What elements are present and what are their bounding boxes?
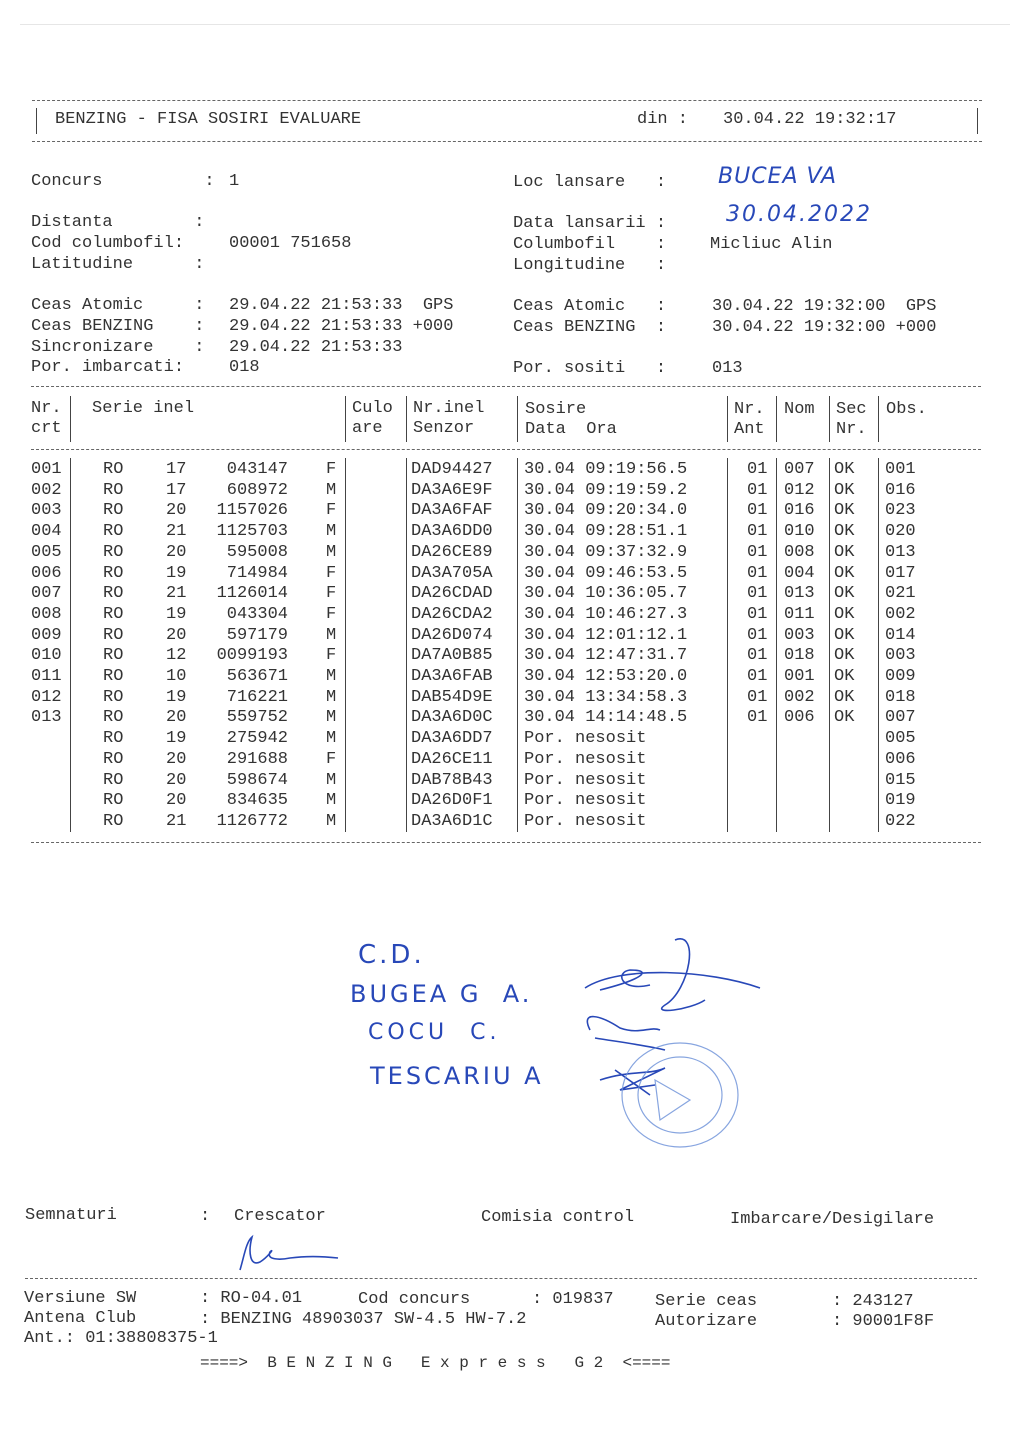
cell-inel: 608972 <box>226 480 288 500</box>
cell-nr: 008 <box>31 604 62 624</box>
imbarcare-label: Imbarcare/Desigilare <box>730 1210 935 1229</box>
report-date: 30.04.22 19:32:17 <box>723 110 897 129</box>
table-row <box>0 791 1024 811</box>
stamp-icon <box>622 1043 738 1147</box>
hdr-col-line <box>345 396 346 442</box>
cod-concurs-label: Cod concurs <box>358 1290 471 1309</box>
cell-an: 20 <box>166 501 187 521</box>
cell-sosire: 30.04 09:19:59.2 <box>524 480 688 500</box>
cell-senzor: DA7A0B85 <box>411 646 493 666</box>
cell-inel: 0099193 <box>216 646 288 666</box>
cell-nom: 013 <box>784 584 815 604</box>
cell-tara: RO <box>103 625 124 645</box>
cell-nom: 018 <box>784 646 815 666</box>
cell-senzor: DA26CDAD <box>411 584 493 604</box>
cell-inel: 598674 <box>226 770 288 790</box>
hdr-col-line <box>727 396 728 442</box>
por-imbarcati-value: 018 <box>229 358 260 377</box>
cell-tara: RO <box>103 770 124 790</box>
data-lansarii-handwritten: 30.04.2022 <box>726 202 872 227</box>
cell-sex: F <box>326 604 337 624</box>
cell-nom: 004 <box>784 563 815 583</box>
por-sositi-label: Por. sositi : <box>513 359 667 378</box>
concurs-label: Concurs : <box>31 172 215 191</box>
col-header-sosire: Sosire <box>525 400 587 419</box>
report-date-label: din : <box>637 110 689 129</box>
cell-inel: 1126772 <box>216 811 288 831</box>
cell-obs: 015 <box>885 770 916 790</box>
cell-nr: 011 <box>31 667 62 686</box>
cell-an: 12 <box>166 646 187 666</box>
ceas-atomic-left: 29.04.22 21:53:33 GPS <box>229 296 454 315</box>
latitudine-label: Latitudine : <box>31 255 205 274</box>
concurs-value: 1 <box>229 172 240 191</box>
cell-nom: 011 <box>784 604 815 624</box>
table-row <box>0 522 1024 542</box>
hdr-col-line <box>70 396 71 442</box>
cell-inel: 595008 <box>226 542 288 562</box>
semnaturi-colon: : <box>200 1207 211 1226</box>
col-header-obs: Obs. <box>886 400 927 419</box>
cell-nom: 012 <box>784 480 815 500</box>
cell-tara: RO <box>103 708 124 728</box>
cell-inel: 559752 <box>226 708 288 728</box>
cell-ant: 01 <box>747 708 768 728</box>
col-header-serie: Serie inel <box>92 399 195 418</box>
cell-tara: RO <box>103 522 124 542</box>
cell-obs: 006 <box>885 749 916 769</box>
cell-sosire: 30.04 09:20:34.0 <box>524 501 688 521</box>
cell-sec: OK <box>834 708 855 728</box>
cell-an: 19 <box>166 563 187 583</box>
cell-inel: 563671 <box>226 667 288 686</box>
cell-sex: M <box>326 625 337 645</box>
cell-nr: 010 <box>31 646 62 666</box>
cell-sex: F <box>326 501 337 521</box>
cell-obs: 005 <box>885 729 916 749</box>
cell-senzor: DA26D0F1 <box>411 791 493 811</box>
cell-obs: 016 <box>885 480 916 500</box>
por-sositi-value: 013 <box>712 359 743 378</box>
footer-divider <box>25 1278 977 1279</box>
cell-nr: 007 <box>31 584 62 604</box>
cell-sex: M <box>326 791 337 811</box>
ceas-benzing-right-label: Ceas BENZING : <box>513 318 667 337</box>
cell-ant: 01 <box>747 563 768 583</box>
col-header-culo: Culo <box>352 399 393 418</box>
cell-inel: 291688 <box>226 749 288 769</box>
table-header-divider <box>31 449 981 450</box>
cell-obs: 022 <box>885 811 916 831</box>
cell-tara: RO <box>103 791 124 811</box>
cell-sec: OK <box>834 501 855 521</box>
handwritten-bugea: BUGEA G A. <box>350 980 533 1008</box>
autorizare-value: : 90001F8F <box>832 1312 935 1331</box>
cell-sex: F <box>326 749 337 769</box>
cell-inel: 275942 <box>226 729 288 749</box>
cell-senzor: DAB54D9E <box>411 687 493 707</box>
table-top-border <box>31 386 981 387</box>
cell-sec: OK <box>834 687 855 707</box>
cell-sosire: 30.04 12:47:31.7 <box>524 646 688 666</box>
col-header-nrant: Nr. <box>734 400 765 419</box>
cell-sex: F <box>326 563 337 583</box>
cell-nr: 005 <box>31 542 62 562</box>
cell-senzor: DA26CE89 <box>411 542 493 562</box>
table-row <box>0 501 1024 521</box>
cell-senzor: DA26CDA2 <box>411 604 493 624</box>
cod-columbofil-value: 00001 751658 <box>229 234 352 253</box>
cell-an: 20 <box>166 791 187 811</box>
cell-sosire: 30.04 10:46:27.3 <box>524 604 688 624</box>
cell-senzor: DA3A6FAF <box>411 501 493 521</box>
cell-sex: M <box>326 522 337 542</box>
cell-nr: 013 <box>31 708 62 728</box>
cell-sosire: 30.04 09:46:53.5 <box>524 563 688 583</box>
table-row <box>0 729 1024 749</box>
col-header-nom: Nom <box>784 400 815 419</box>
cell-senzor: DA3A6DD0 <box>411 522 493 542</box>
cell-tara: RO <box>103 542 124 562</box>
semnaturi-label: Semnaturi <box>25 1206 117 1225</box>
cell-sosire: 30.04 10:36:05.7 <box>524 584 688 604</box>
serie-ceas-value: : 243127 <box>832 1292 914 1311</box>
cell-an: 10 <box>166 667 187 686</box>
sincronizare-label: Sincronizare : <box>31 338 205 357</box>
versiune-value: : RO-04.01 <box>200 1289 303 1308</box>
table-row <box>0 605 1024 625</box>
ceas-atomic-label: Ceas Atomic : <box>31 296 205 315</box>
cell-sosire: 30.04 14:14:48.5 <box>524 708 688 728</box>
cod-concurs-value: : 019837 <box>532 1290 614 1309</box>
cell-sex: M <box>326 770 337 790</box>
cell-senzor: DA3A6E9F <box>411 480 493 500</box>
table-row <box>0 667 1024 687</box>
crescator-signature <box>230 1232 350 1277</box>
cell-senzor: DAB78B43 <box>411 770 493 790</box>
cell-an: 20 <box>166 749 187 769</box>
crescator-label: Crescator <box>234 1207 326 1226</box>
cell-tara: RO <box>103 480 124 500</box>
col-header-senzor: Senzor <box>413 419 475 438</box>
columbofil-label: Columbofil : <box>513 235 667 254</box>
cod-columbofil-label: Cod columbofil: <box>31 234 185 253</box>
cell-ant: 01 <box>747 604 768 624</box>
table-row <box>0 626 1024 646</box>
cell-sex: F <box>326 584 337 604</box>
handwritten-tescariu: TESCARIU A <box>370 1062 544 1090</box>
versiune-label: Versiune SW <box>24 1289 137 1308</box>
cell-sex: M <box>326 542 337 562</box>
hdr-col-line <box>406 396 407 442</box>
cell-sex: M <box>326 811 337 831</box>
cell-ant: 01 <box>747 584 768 604</box>
hdr-col-line <box>878 396 879 442</box>
table-row <box>0 812 1024 832</box>
cell-inel: 834635 <box>226 791 288 811</box>
cell-sec: OK <box>834 584 855 604</box>
cell-tara: RO <box>103 729 124 749</box>
ceas-benzing-left: 29.04.22 21:53:33 +000 <box>229 317 454 336</box>
cell-nom: 001 <box>784 667 815 686</box>
table-bottom-border <box>31 842 981 843</box>
table-row <box>0 688 1024 708</box>
cell-nom: 008 <box>784 542 815 562</box>
antena-value: : BENZING 48903037 SW-4.5 HW-7.2 <box>200 1310 527 1329</box>
cell-sosire: Por. nesosit <box>524 729 647 749</box>
autorizare-label: Autorizare <box>655 1312 758 1331</box>
cell-sec: OK <box>834 604 855 624</box>
cell-an: 17 <box>166 460 187 479</box>
col-header-nr: Nr. <box>31 399 62 418</box>
cell-inel: 597179 <box>226 625 288 645</box>
cell-tara: RO <box>103 749 124 769</box>
cell-sec: OK <box>834 563 855 583</box>
cell-sex: M <box>326 708 337 728</box>
cell-obs: 017 <box>885 563 916 583</box>
cell-tara: RO <box>103 584 124 604</box>
cell-obs: 018 <box>885 687 916 707</box>
cell-obs: 019 <box>885 791 916 811</box>
table-row <box>0 543 1024 563</box>
cell-nr: 002 <box>31 480 62 500</box>
ceas-atomic-right: 30.04.22 19:32:00 GPS <box>712 297 937 316</box>
hdr-col-line <box>776 396 777 442</box>
cell-an: 20 <box>166 708 187 728</box>
cell-senzor: DA3A6D1C <box>411 811 493 831</box>
por-imbarcati-label: Por. imbarcati: <box>31 358 185 377</box>
ceas-atomic-right-label: Ceas Atomic : <box>513 297 667 316</box>
handwritten-cocu: COCU C. <box>368 1020 501 1045</box>
cell-senzor: DA26D074 <box>411 625 493 645</box>
cell-tara: RO <box>103 604 124 624</box>
col-header-ant: Ant <box>734 420 765 439</box>
cell-nr: 012 <box>31 687 62 707</box>
cell-ant: 01 <box>747 522 768 542</box>
cell-nom: 010 <box>784 522 815 542</box>
cell-inel: 1157026 <box>216 501 288 521</box>
cell-sec: OK <box>834 646 855 666</box>
cell-an: 19 <box>166 729 187 749</box>
cell-inel: 043147 <box>226 460 288 479</box>
longitudine-label: Longitudine : <box>513 256 667 275</box>
col-header-nrinel: Nr.inel <box>413 399 485 418</box>
table-row <box>0 460 1024 480</box>
table-row <box>0 481 1024 501</box>
cell-an: 21 <box>166 811 187 831</box>
cell-sec: OK <box>834 460 855 479</box>
cell-nom: 006 <box>784 708 815 728</box>
cell-tara: RO <box>103 460 124 479</box>
cell-sosire: 30.04 13:34:58.3 <box>524 687 688 707</box>
cell-nom: 007 <box>784 460 815 479</box>
sincronizare-value: 29.04.22 21:53:33 <box>229 338 403 357</box>
cell-obs: 002 <box>885 604 916 624</box>
cell-inel: 714984 <box>226 563 288 583</box>
cell-nr: 003 <box>31 501 62 521</box>
cell-sex: M <box>326 729 337 749</box>
cell-sex: M <box>326 480 337 500</box>
serie-ceas-label: Serie ceas <box>655 1292 758 1311</box>
cell-an: 20 <box>166 625 187 645</box>
cell-tara: RO <box>103 687 124 707</box>
cell-an: 19 <box>166 687 187 707</box>
cell-tara: RO <box>103 563 124 583</box>
header-right-border <box>977 108 978 134</box>
cell-sec: OK <box>834 542 855 562</box>
cell-nr: 004 <box>31 522 62 542</box>
cell-an: 21 <box>166 522 187 542</box>
cell-ant: 01 <box>747 501 768 521</box>
cell-sosire: 30.04 12:01:12.1 <box>524 625 688 645</box>
cell-an: 20 <box>166 542 187 562</box>
cell-obs: 014 <box>885 625 916 645</box>
cell-obs: 023 <box>885 501 916 521</box>
brand-line: ====> B E N Z I N G E x p r e s s G 2 <==== <box>200 1354 671 1372</box>
table-row <box>0 564 1024 584</box>
cell-sec: OK <box>834 625 855 645</box>
cell-sec: OK <box>834 522 855 542</box>
cell-ant: 01 <box>747 480 768 500</box>
handwritten-cd: C.D. <box>358 940 425 970</box>
cell-obs: 009 <box>885 667 916 686</box>
cell-senzor: DA26CE11 <box>411 749 493 769</box>
cell-sex: M <box>326 667 337 686</box>
distanta-label: Distanta : <box>31 213 205 232</box>
cell-sosire: 30.04 09:37:32.9 <box>524 542 688 562</box>
header-top-border <box>32 100 982 101</box>
cell-senzor: DA3A6DD7 <box>411 729 493 749</box>
header-bottom-border <box>32 141 982 142</box>
header-left-border <box>36 108 37 134</box>
cell-nr: 006 <box>31 563 62 583</box>
cell-tara: RO <box>103 811 124 831</box>
cell-tara: RO <box>103 646 124 666</box>
cell-sosire: Por. nesosit <box>524 791 647 811</box>
cell-nom: 003 <box>784 625 815 645</box>
loc-lansare-handwritten: BUCEA VA <box>718 164 838 189</box>
cell-inel: 1126014 <box>216 584 288 604</box>
cell-sosire: 30.04 12:53:20.0 <box>524 667 688 686</box>
cell-obs: 020 <box>885 522 916 542</box>
cell-sosire: 30.04 09:28:51.1 <box>524 522 688 542</box>
cell-tara: RO <box>103 501 124 521</box>
cell-obs: 003 <box>885 646 916 666</box>
hdr-col-line <box>517 396 518 442</box>
loc-lansare-label: Loc lansare : <box>513 173 667 192</box>
top-divider <box>20 24 1010 25</box>
cell-sex: M <box>326 687 337 707</box>
report-title: BENZING - FISA SOSIRI EVALUARE <box>55 110 362 129</box>
cell-sec: OK <box>834 480 855 500</box>
cell-an: 21 <box>166 584 187 604</box>
cell-nr: 009 <box>31 625 62 645</box>
cell-inel: 716221 <box>226 687 288 707</box>
cell-ant: 01 <box>747 667 768 686</box>
cell-nom: 016 <box>784 501 815 521</box>
cell-senzor: DA3A6FAB <box>411 667 493 686</box>
col-header-are: are <box>352 419 383 438</box>
cell-tara: RO <box>103 667 124 686</box>
col-header-crt: crt <box>31 419 62 438</box>
cell-sosire: Por. nesosit <box>524 749 647 769</box>
cell-an: 19 <box>166 604 187 624</box>
ceas-benzing-right: 30.04.22 19:32:00 +000 <box>712 318 937 337</box>
table-row <box>0 771 1024 791</box>
cell-sosire: Por. nesosit <box>524 811 647 831</box>
cell-ant: 01 <box>747 460 768 479</box>
cell-nom: 002 <box>784 687 815 707</box>
cell-sex: F <box>326 460 337 479</box>
cell-ant: 01 <box>747 625 768 645</box>
comisia-label: Comisia control <box>481 1208 635 1227</box>
data-lansarii-label: Data lansarii : <box>513 214 667 233</box>
cell-ant: 01 <box>747 687 768 707</box>
col-header-sec: Sec <box>836 400 867 419</box>
cell-sosire: 30.04 09:19:56.5 <box>524 460 688 479</box>
cell-ant: 01 <box>747 542 768 562</box>
hdr-col-line <box>829 396 830 442</box>
cell-sex: F <box>326 646 337 666</box>
ceas-benzing-label: Ceas BENZING : <box>31 317 205 336</box>
cell-senzor: DA3A6D0C <box>411 708 493 728</box>
cell-nr: 001 <box>31 460 62 479</box>
table-row <box>0 584 1024 604</box>
cell-an: 17 <box>166 480 187 500</box>
cell-sosire: Por. nesosit <box>524 770 647 790</box>
col-header-secnr: Nr. <box>836 420 867 439</box>
cell-inel: 043304 <box>226 604 288 624</box>
table-row <box>0 646 1024 666</box>
antena-label: Antena Club <box>24 1309 137 1328</box>
cell-ant: 01 <box>747 646 768 666</box>
ant-line: Ant.: 01:38808375-1 <box>24 1329 218 1348</box>
cell-inel: 1125703 <box>216 522 288 542</box>
cell-obs: 021 <box>885 584 916 604</box>
cell-obs: 013 <box>885 542 916 562</box>
commission-signatures <box>560 930 800 1160</box>
cell-an: 20 <box>166 770 187 790</box>
cell-senzor: DAD94427 <box>411 460 493 479</box>
cell-obs: 001 <box>885 460 916 479</box>
cell-sec: OK <box>834 667 855 686</box>
table-row <box>0 750 1024 770</box>
cell-obs: 007 <box>885 708 916 728</box>
cell-senzor: DA3A705A <box>411 563 493 583</box>
table-row <box>0 708 1024 728</box>
col-header-dataora: Data Ora <box>525 420 617 439</box>
columbofil-value: Micliuc Alin <box>710 235 833 254</box>
